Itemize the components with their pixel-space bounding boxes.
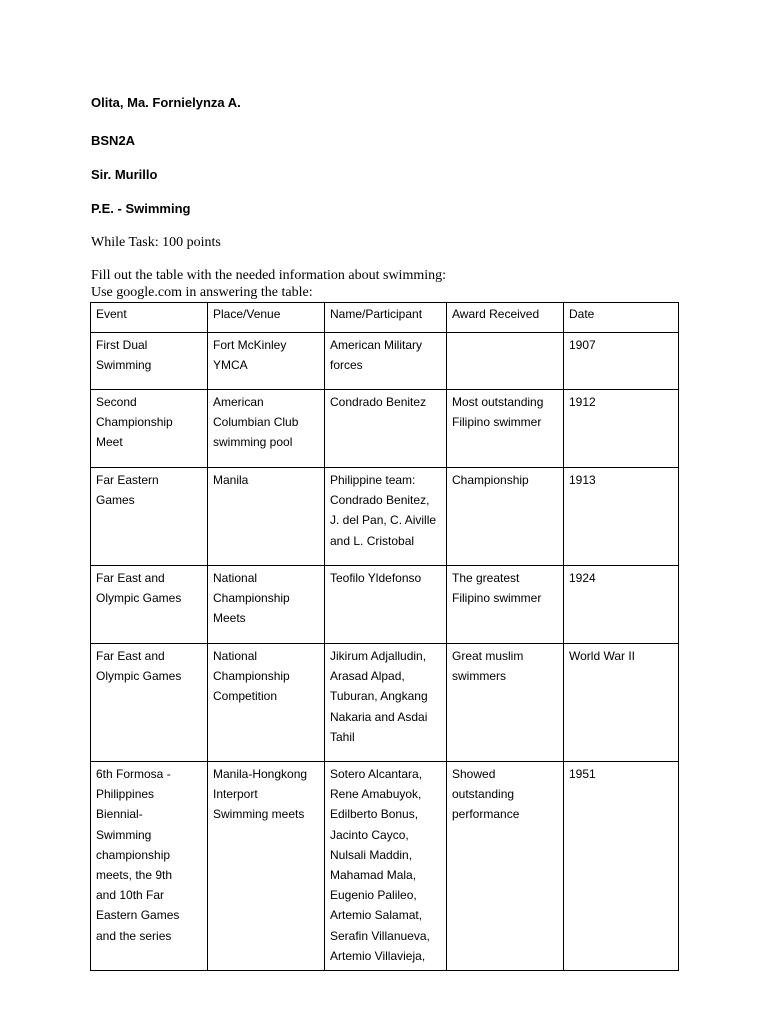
cell-text-line: Arasad Alpad,: [330, 669, 405, 684]
header-cell-date: Date: [564, 303, 679, 333]
table-cell-participant: [325, 644, 447, 762]
table-cell-event: [91, 333, 208, 390]
table-cell-date: [564, 762, 679, 971]
table-cell-participant: [325, 468, 447, 566]
table-cell-date: [564, 468, 679, 566]
cell-text-line: The greatest: [452, 571, 520, 585]
cell-text-line: and the series: [96, 928, 172, 943]
cell-text-line: Championship: [213, 591, 290, 606]
cell-text-line: 1951: [569, 767, 596, 781]
cell-text-line: Most outstanding: [452, 395, 544, 409]
subject-title: P.E. - Swimming: [91, 201, 191, 216]
table-cell-award: [447, 468, 564, 566]
table-row: [91, 566, 679, 644]
table-cell-date: [564, 566, 679, 644]
table-cell-event: [91, 390, 208, 468]
table-cell-place: [208, 644, 325, 762]
cell-text-line: Championship: [452, 473, 529, 487]
header-cell-event: Event: [91, 303, 208, 333]
cell-text-line: American Military: [330, 338, 423, 352]
cell-text-line: Interport: [213, 787, 258, 802]
table-row: [91, 333, 679, 390]
cell-text-line: Artemio Salamat,: [330, 908, 423, 923]
cell-text-line: swimmers: [452, 669, 506, 684]
table-cell-place: [208, 566, 325, 644]
cell-text-line: outstanding: [452, 787, 515, 802]
table-cell-place: [208, 333, 325, 390]
cell-text-line: Sotero Alcantara,: [330, 767, 423, 781]
swimming-table: [90, 302, 679, 971]
cell-text-line: YMCA: [213, 358, 248, 373]
cell-text-line: Far East and: [96, 649, 165, 663]
cell-text-line: National: [213, 649, 258, 663]
table-cell-date: [564, 333, 679, 390]
header-cell-participant: Name/Participant: [325, 303, 447, 333]
cell-text-line: Swimming: [96, 358, 152, 373]
task-instruction-fill: Fill out the table with the needed information about swimming:: [91, 268, 446, 283]
cell-text-line: Far East and: [96, 571, 165, 585]
cell-text-line: Olympic Games: [96, 591, 182, 606]
cell-text-line: 1913: [569, 473, 596, 487]
table-cell-participant: [325, 390, 447, 468]
cell-text-line: World War II: [569, 649, 636, 663]
cell-text-line: Condrado Benitez: [330, 395, 427, 409]
table-cell-award: [447, 333, 564, 390]
cell-text-line: and 10th Far: [96, 888, 165, 903]
cell-text-line: 1907: [569, 338, 596, 352]
table-cell-award: [447, 566, 564, 644]
cell-text-line: First Dual: [96, 338, 148, 352]
cell-text-line: Tahil: [330, 729, 355, 744]
cell-text-line: Second: [96, 395, 137, 409]
table-body: [91, 303, 679, 971]
table-cell-event: [91, 566, 208, 644]
cell-text-line: 1912: [569, 395, 596, 409]
table-cell-participant: [325, 566, 447, 644]
cell-text-line: Great muslim: [452, 649, 524, 663]
cell-text-line: Fort McKinley: [213, 338, 287, 352]
cell-text-line: Jacinto Cayco,: [330, 827, 409, 842]
cell-text-line: Condrado Benitez,: [330, 493, 430, 508]
cell-text-line: Eugenio Palileo,: [330, 888, 417, 903]
table-cell-participant: [325, 762, 447, 971]
cell-text-line: Tuburan, Angkang: [330, 689, 428, 704]
cell-text-line: Philippine team:: [330, 473, 416, 487]
cell-text-line: Competition: [213, 689, 278, 704]
instructor-name: Sir. Murillo: [91, 167, 158, 182]
table-cell-event: [91, 762, 208, 971]
cell-text-line: Meets: [213, 611, 246, 626]
table-cell-award: [447, 644, 564, 762]
cell-text-line: swimming pool: [213, 435, 293, 450]
cell-text-line: and L. Cristobal: [330, 533, 415, 548]
cell-text-line: Mahamad Mala,: [330, 868, 417, 883]
cell-text-line: Games: [96, 493, 135, 508]
cell-text-line: performance: [452, 807, 520, 822]
cell-text-line: Olympic Games: [96, 669, 182, 684]
table-row: [91, 468, 679, 566]
cell-text-line: Championship: [96, 415, 173, 430]
cell-text-line: Swimming: [96, 827, 152, 842]
header-cell-place: Place/Venue: [208, 303, 325, 333]
table-cell-award: [447, 762, 564, 971]
table-row: [91, 762, 679, 971]
cell-text-line: Meet: [96, 435, 123, 450]
student-name: Olita, Ma. Fornielynza A.: [91, 95, 241, 110]
table-cell-place: [208, 468, 325, 566]
cell-text-line: Manila-Hongkong: [213, 767, 308, 781]
cell-text-line: National: [213, 571, 258, 585]
cell-text-line: Championship: [213, 669, 290, 684]
cell-text-line: Swimming meets: [213, 807, 305, 822]
cell-text-line: Nakaria and Asdai: [330, 709, 428, 724]
cell-text-line: Jikirum Adjalludin,: [330, 649, 427, 663]
table-cell-event: [91, 468, 208, 566]
cell-text-line: Manila: [213, 473, 249, 487]
table-row: [91, 644, 679, 762]
cell-text-line: Rene Amabuyok,: [330, 787, 422, 802]
student-section: BSN2A: [91, 133, 136, 148]
table-cell-award: [447, 390, 564, 468]
cell-text-line: Columbian Club: [213, 415, 299, 430]
cell-text-line: Philippines: [96, 787, 155, 802]
table-header-row: [91, 303, 679, 333]
cell-text-line: Far Eastern: [96, 473, 159, 487]
cell-text-line: Showed: [452, 767, 496, 781]
cell-text-line: 1924: [569, 571, 596, 585]
cell-text-line: Teofilo Yldefonso: [330, 571, 422, 585]
header-cell-award: Award Received: [447, 303, 564, 333]
table-cell-date: [564, 644, 679, 762]
cell-text-line: Filipino swimmer: [452, 591, 542, 606]
cell-text-line: J. del Pan, C. Aiville: [330, 513, 437, 528]
cell-text-line: Edilberto Bonus,: [330, 807, 419, 822]
table-cell-participant: [325, 333, 447, 390]
task-points: While Task: 100 points: [91, 235, 221, 250]
cell-text-line: Nulsali Maddin,: [330, 847, 413, 862]
table-cell-place: [208, 762, 325, 971]
cell-text-line: 6th Formosa -: [96, 767, 171, 781]
task-instruction-google: Use google.com in answering the table:: [91, 285, 313, 300]
table-cell-date: [564, 390, 679, 468]
table-cell-event: [91, 644, 208, 762]
cell-text-line: Biennial-: [96, 807, 143, 822]
cell-text-line: Filipino swimmer: [452, 415, 542, 430]
cell-text-line: Eastern Games: [96, 908, 180, 923]
table-cell-place: [208, 390, 325, 468]
cell-text-line: Serafin Villanueva,: [330, 928, 430, 943]
cell-text-line: American: [213, 395, 264, 409]
cell-text-line: championship: [96, 847, 171, 862]
table-row: [91, 390, 679, 468]
cell-text-line: Artemio Villavieja,: [330, 948, 426, 963]
cell-text-line: forces: [330, 358, 363, 373]
cell-text-line: meets, the 9th: [96, 868, 173, 883]
